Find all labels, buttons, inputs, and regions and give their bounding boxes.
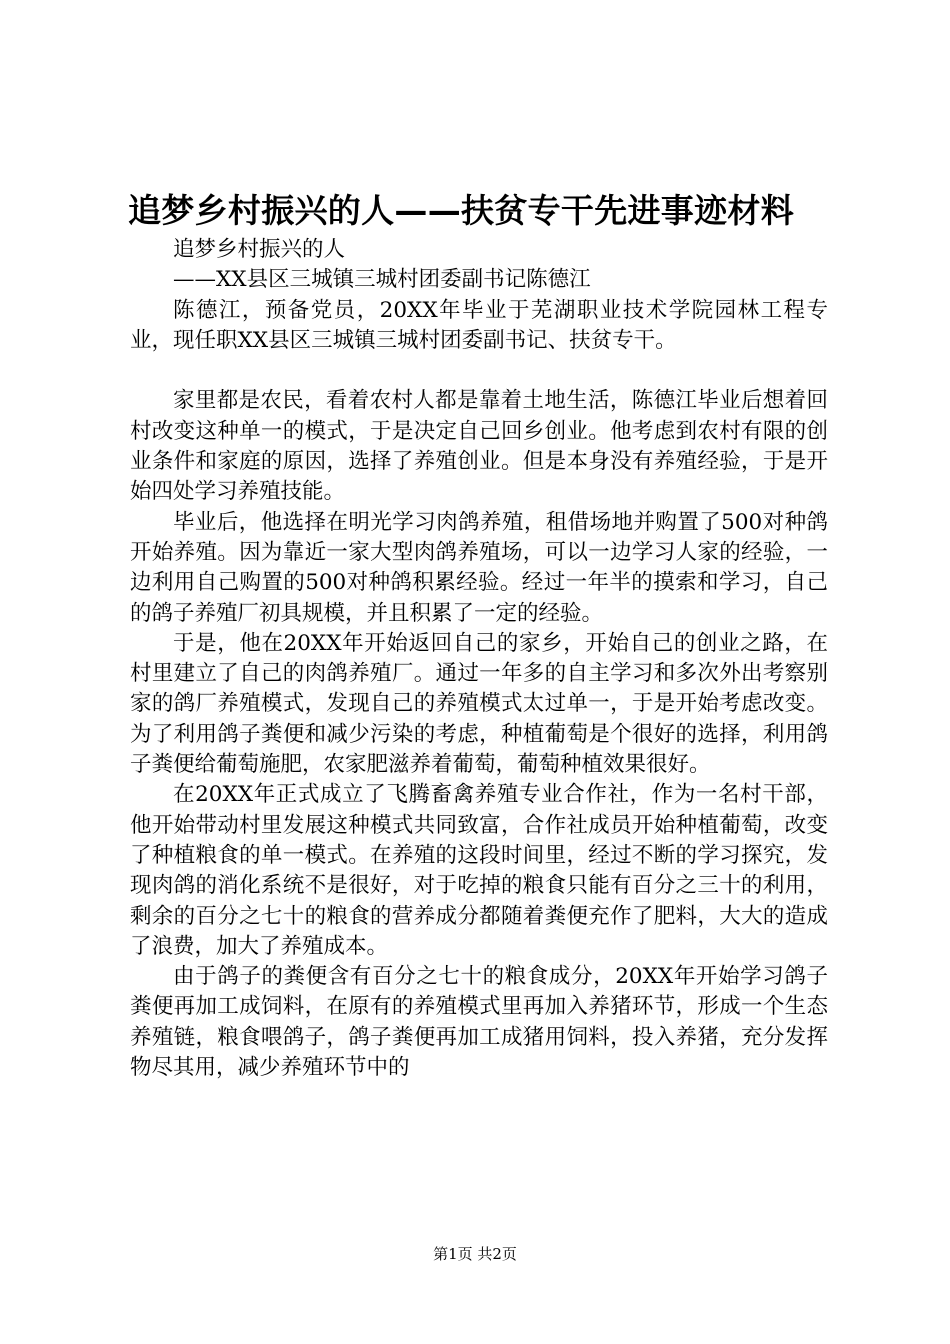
author-line: ——XX县区三城镇三城村团委副书记陈德江	[173, 267, 591, 293]
subtitle-line: 追梦乡村振兴的人	[173, 237, 346, 262]
document-title: 追梦乡村振兴的人——扶贫专干先进事迹材料	[128, 191, 794, 230]
paragraph: 由于鸽子的粪便含有百分之七十的粮食成分，20XX年开始学习鸽子粪便再加工成饲料，在原有的养殖模式里再加入养猪环节，形成一个生态养殖链，粮食喂鸽子，鸽子粪便再加工成猪用饲料，投入养猪，充分发挥物尽其用，减少养殖环节中的	[130, 964, 828, 1081]
paragraph: 于是，他在20XX年开始返回自己的家乡，开始自己的创业之路，在村里建立了自己的肉鸽养殖厂。通过一年多的自主学习和多次外出考察别家的鸽厂养殖模式，发现自己的养殖模式太过单一，于是开始考虑改变。为了利用鸽子粪便和减少污染的考虑，种植葡萄是个很好的选择，利用鸽子粪便给葡萄施肥，农家肥滋养着葡萄，葡萄种植效果很好。	[130, 630, 828, 778]
paragraph: 在20XX年正式成立了飞腾畜禽养殖专业合作社，作为一名村干部，他开始带动村里发展这种模式共同致富，合作社成员开始种植葡萄，改变了种植粮食的单一模式。在养殖的这段时间里，经过不断的学习探究，发现肉鸽的消化系统不是很好，对于吃掉的粮食只能有百分之三十的利用，剩余的百分之七十的粮食的营养成分都随着粪便充作了肥料，大大的造成了浪费，加大了养殖成本。	[130, 782, 828, 959]
page-number-footer: 第1页 共2页	[433, 1245, 517, 1263]
paragraph-intro: 陈德江，预备党员，20XX年毕业于芜湖职业技术学院园林工程专业，现任职XX县区三城镇三城村团委副书记、扶贫专干。	[130, 297, 828, 353]
paragraph: 家里都是农民，看着农村人都是靠着土地生活，陈德江毕业后想着回村改变这种单一的模式，于是决定自己回乡创业。他考虑到农村有限的创业条件和家庭的原因，选择了养殖创业。但是本身没有养殖经验，于是开始四处学习养殖技能。	[130, 388, 828, 505]
document-body	[130, 235, 828, 1083]
paragraph: 毕业后，他选择在明光学习肉鸽养殖，租借场地并购置了500对种鸽开始养殖。因为靠近一家大型肉鸽养殖场，可以一边学习人家的经验，一边利用自己购置的500对种鸽积累经验。经过一年半的摸索和学习，自己的鸽子养殖厂初具规模，并且积累了一定的经验。	[130, 509, 828, 626]
